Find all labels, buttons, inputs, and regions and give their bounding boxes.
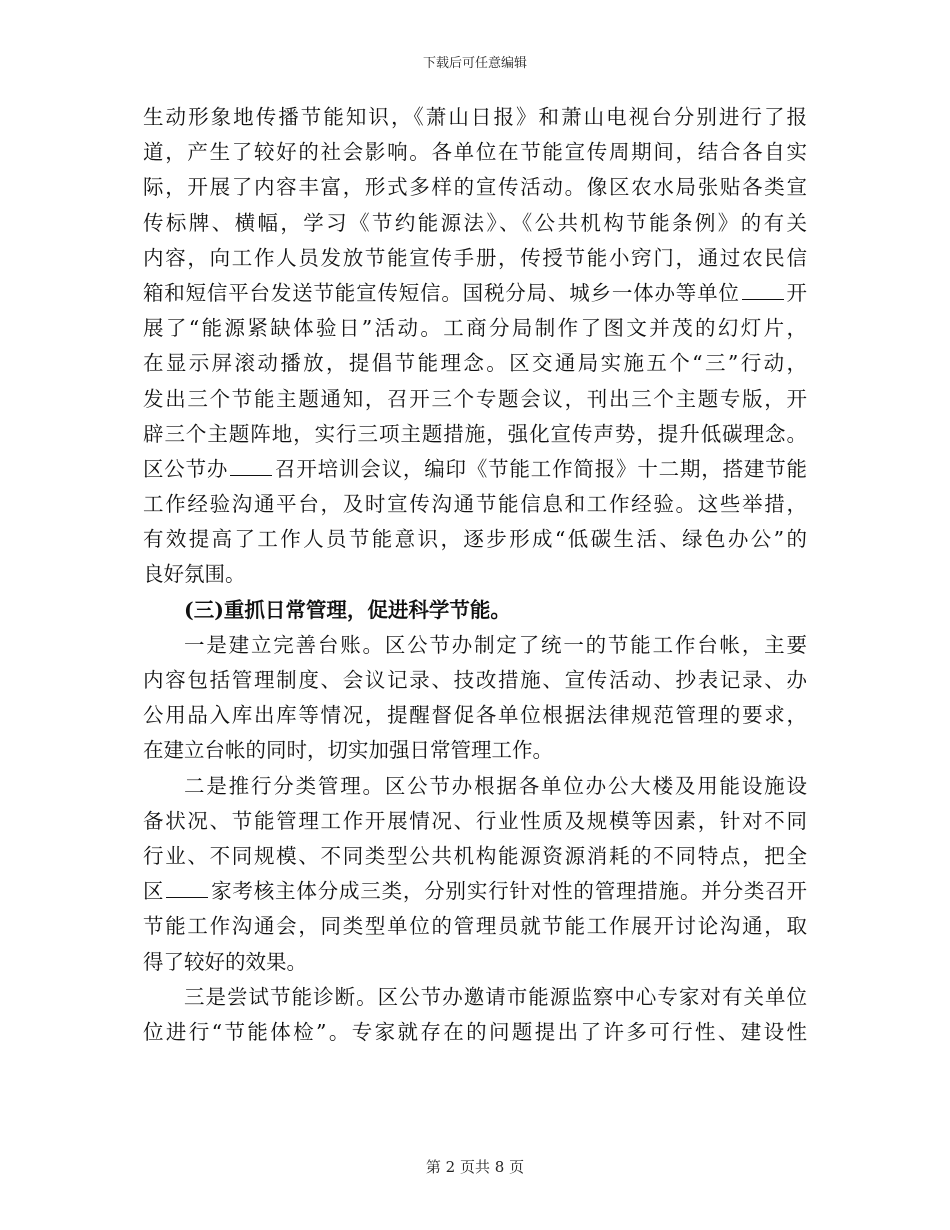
line-text: 召开培训会议，编印《节能工作简报》十二期，搭建节能 bbox=[274, 456, 808, 481]
paragraph-line: 备状况、节能管理工作开展情况、行业性质及规模等因素，针对不同 bbox=[143, 808, 807, 833]
fill-blank bbox=[166, 879, 208, 898]
paragraph-line: 在显示屏滚动播放，提倡节能理念。区交通局实施五个“三”行动， bbox=[143, 351, 807, 376]
line-text: 开 bbox=[785, 280, 808, 305]
line-text: 区 bbox=[143, 879, 165, 904]
paragraph-line: 节能工作沟通会，同类型单位的管理员就节能工作展开讨论沟通，取 bbox=[143, 914, 807, 939]
paragraph-line: 内容包括管理制度、会议记录、技改措施、宣传活动、抄表记录、办 bbox=[143, 668, 807, 692]
paragraph-line: 生动形象地传播节能知识，《萧山日报》和萧山电视台分别进行了报 bbox=[143, 105, 807, 129]
paragraph-line: 一是建立完善台账。区公节办制定了统一的节能工作台帐，主要 bbox=[184, 632, 807, 657]
paragraph-line: 三是尝试节能诊断。区公节办邀请市能源监察中心专家对有关单位 bbox=[184, 984, 807, 1009]
fill-blank bbox=[742, 281, 784, 300]
paragraph-line: 道，产生了较好的社会影响。各单位在节能宣传周期间，结合各自实 bbox=[143, 140, 807, 165]
document-body bbox=[143, 100, 807, 1050]
page-footer: 第 2 页共 8 页 bbox=[425, 1158, 525, 1176]
paragraph-line: 展了“能源紧缺体验日”活动。工商分局制作了图文并茂的幻灯片， bbox=[143, 316, 807, 341]
paragraph-line bbox=[143, 452, 807, 487]
paragraph-line: 位进行“节能体检”。专家就存在的问题提出了许多可行性、建设性 bbox=[143, 1019, 807, 1044]
paragraph-line: 内容，向工作人员发放节能宣传手册，传授节能小窍门，通过农民信 bbox=[143, 245, 807, 270]
paragraph-line bbox=[143, 874, 807, 909]
line-text: 家考核主体分成三类，分别实行针对性的管理措施。并分类召开 bbox=[210, 879, 808, 904]
paragraph-line: 良好氛围。 bbox=[143, 562, 246, 587]
paragraph-line: 工作经验沟通平台，及时宣传沟通节能信息和工作经验。这些举措， bbox=[143, 492, 807, 517]
line-text: 箱和短信平台发送节能宣传短信。国税分局、城乡一体办等单位 bbox=[143, 280, 740, 305]
paragraph-line: 在建立台帐的同时，切实加强日常管理工作。 bbox=[143, 738, 553, 763]
paragraph-line: 辟三个主题阵地，实行三项主题措施，强化宣传声势，提升低碳理念。 bbox=[143, 421, 807, 446]
page-header: 下载后可任意编辑 bbox=[422, 56, 527, 71]
section-heading: (三)重抓日常管理，促进科学节能。 bbox=[184, 597, 511, 622]
paragraph-line: 发出三个节能主题通知，召开三个专题会议，刊出三个主题专版，开 bbox=[143, 386, 807, 411]
paragraph-line: 得了较好的效果。 bbox=[143, 949, 307, 974]
paragraph-line: 传标牌、横幅，学习《节约能源法》、《公共机构节能条例》的有关 bbox=[143, 210, 807, 235]
paragraph-line: 行业、不同规模、不同类型公共机构能源资源消耗的不同特点，把全 bbox=[143, 843, 807, 868]
fill-blank bbox=[230, 457, 272, 476]
paragraph-line bbox=[143, 276, 807, 311]
paragraph-line: 二是推行分类管理。区公节办根据各单位办公大楼及用能设施设 bbox=[184, 773, 807, 798]
line-text: 区公节办 bbox=[143, 456, 229, 481]
paragraph-line: 际，开展了内容丰富，形式多样的宣传活动。像区农水局张贴各类宣 bbox=[143, 175, 807, 200]
paragraph-line: 有效提高了工作人员节能意识，逐步形成“低碳生活、绿色办公”的 bbox=[143, 527, 807, 552]
paragraph-line: 公用品入库出库等情况，提醒督促各单位根据法律规范管理的要求， bbox=[143, 703, 807, 728]
